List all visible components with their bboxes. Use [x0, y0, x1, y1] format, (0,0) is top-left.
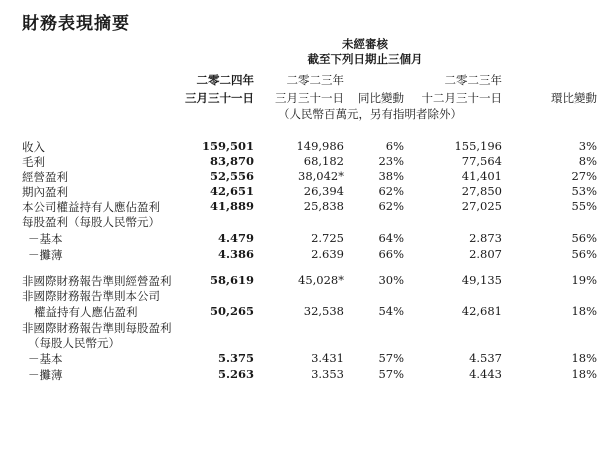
row-value-col5: 18%: [571, 367, 597, 381]
row-label: 非國際財務報告準則本公司: [22, 289, 160, 303]
row-value-col2: 3.431: [311, 351, 344, 365]
col1-line2: 三月三十一日: [185, 91, 254, 105]
row-label: －基本: [28, 352, 63, 366]
row-value-col4: 2.807: [469, 247, 502, 261]
row-value-col3: 62%: [378, 184, 404, 198]
row-value-col5: 56%: [571, 231, 597, 245]
row-value-col2: 2.725: [311, 231, 344, 245]
row-value-col3: 30%: [378, 273, 404, 287]
row-value-col4: 42,681: [461, 304, 502, 318]
col2-line2: 三月三十一日: [275, 91, 344, 105]
row-value-col5: 56%: [571, 247, 597, 261]
row-label: （每股人民幣元）: [28, 336, 120, 350]
row-value-col5: 8%: [578, 154, 597, 168]
row-value-col4: 77,564: [461, 154, 502, 168]
unit-note: （人民幣百萬元，另有指明者除外）: [278, 107, 462, 121]
row-label: 經營盈利: [22, 170, 68, 184]
row-label: 收入: [22, 140, 45, 154]
row-value-col5: 27%: [571, 169, 597, 183]
row-value-col1: 41,889: [209, 199, 254, 213]
row-value-col3: 23%: [378, 154, 404, 168]
row-value-col1: 42,651: [209, 184, 254, 198]
col2-line1: 二零二三年: [286, 73, 344, 87]
row-label: －攤薄: [28, 248, 63, 262]
row-value-col4: 41,401: [461, 169, 502, 183]
row-value-col1: 52,556: [209, 169, 254, 183]
row-label: 非國際財務報告準則每股盈利: [22, 321, 172, 335]
row-value-col1: 5.263: [217, 367, 254, 381]
row-label: 每股盈利（每股人民幣元）: [22, 215, 160, 229]
row-value-col5: 3%: [578, 139, 597, 153]
row-value-col5: 18%: [571, 304, 597, 318]
row-value-col5: 55%: [571, 199, 597, 213]
row-value-col3: 66%: [378, 247, 404, 261]
row-label: 權益持有人應佔盈利: [34, 305, 138, 319]
row-value-col5: 53%: [571, 184, 597, 198]
row-value-col1: 4.386: [217, 247, 254, 261]
row-value-col2: 68,182: [303, 154, 344, 168]
row-value-col3: 54%: [378, 304, 404, 318]
period-header: 截至下列日期止三個月: [307, 52, 423, 66]
col4-line1: 二零二三年: [444, 73, 502, 87]
row-value-col2: 26,394: [303, 184, 344, 198]
row-value-col4: 4.443: [469, 367, 502, 381]
col3-line2: 同比變動: [358, 91, 404, 105]
row-value-col2: 2.639: [311, 247, 344, 261]
row-value-col4: 27,025: [461, 199, 502, 213]
row-value-col3: 57%: [378, 351, 404, 365]
row-value-col3: 62%: [378, 199, 404, 213]
row-value-col2: 25,838: [303, 199, 344, 213]
col1-line1: 二零二四年: [196, 73, 254, 87]
row-value-col2: 38,042*: [298, 169, 344, 183]
row-value-col2: 149,986: [296, 139, 344, 153]
row-value-col2: 32,538: [303, 304, 344, 318]
row-value-col1: 50,265: [209, 304, 254, 318]
unaudited-header: 未經審核: [342, 37, 388, 51]
row-value-col1: 159,501: [201, 139, 254, 153]
row-value-col2: 3.353: [311, 367, 344, 381]
row-value-col1: 4.479: [217, 231, 254, 245]
row-value-col5: 18%: [571, 351, 597, 365]
col5-line2: 環比變動: [551, 91, 597, 105]
row-value-col4: 155,196: [454, 139, 502, 153]
col4-line2: 十二月三十一日: [421, 91, 502, 105]
row-value-col2: 45,028*: [298, 273, 344, 287]
row-label: 期內盈利: [22, 185, 68, 199]
row-value-col1: 83,870: [209, 154, 254, 168]
row-value-col3: 6%: [385, 139, 404, 153]
row-value-col3: 57%: [378, 367, 404, 381]
row-label: －基本: [28, 232, 63, 246]
row-value-col4: 27,850: [461, 184, 502, 198]
row-label: 本公司權益持有人應佔盈利: [22, 200, 160, 214]
row-value-col4: 4.537: [469, 351, 502, 365]
row-label: 非國際財務報告準則經營盈利: [22, 274, 172, 288]
row-value-col5: 19%: [571, 273, 597, 287]
row-value-col1: 58,619: [209, 273, 254, 287]
row-value-col4: 49,135: [461, 273, 502, 287]
row-value-col3: 64%: [378, 231, 404, 245]
row-value-col4: 2.873: [469, 231, 502, 245]
row-value-col1: 5.375: [217, 351, 254, 365]
row-label: －攤薄: [28, 368, 63, 382]
row-label: 毛利: [22, 155, 45, 169]
page-title: 財務表現摘要: [22, 14, 130, 34]
row-value-col3: 38%: [378, 169, 404, 183]
